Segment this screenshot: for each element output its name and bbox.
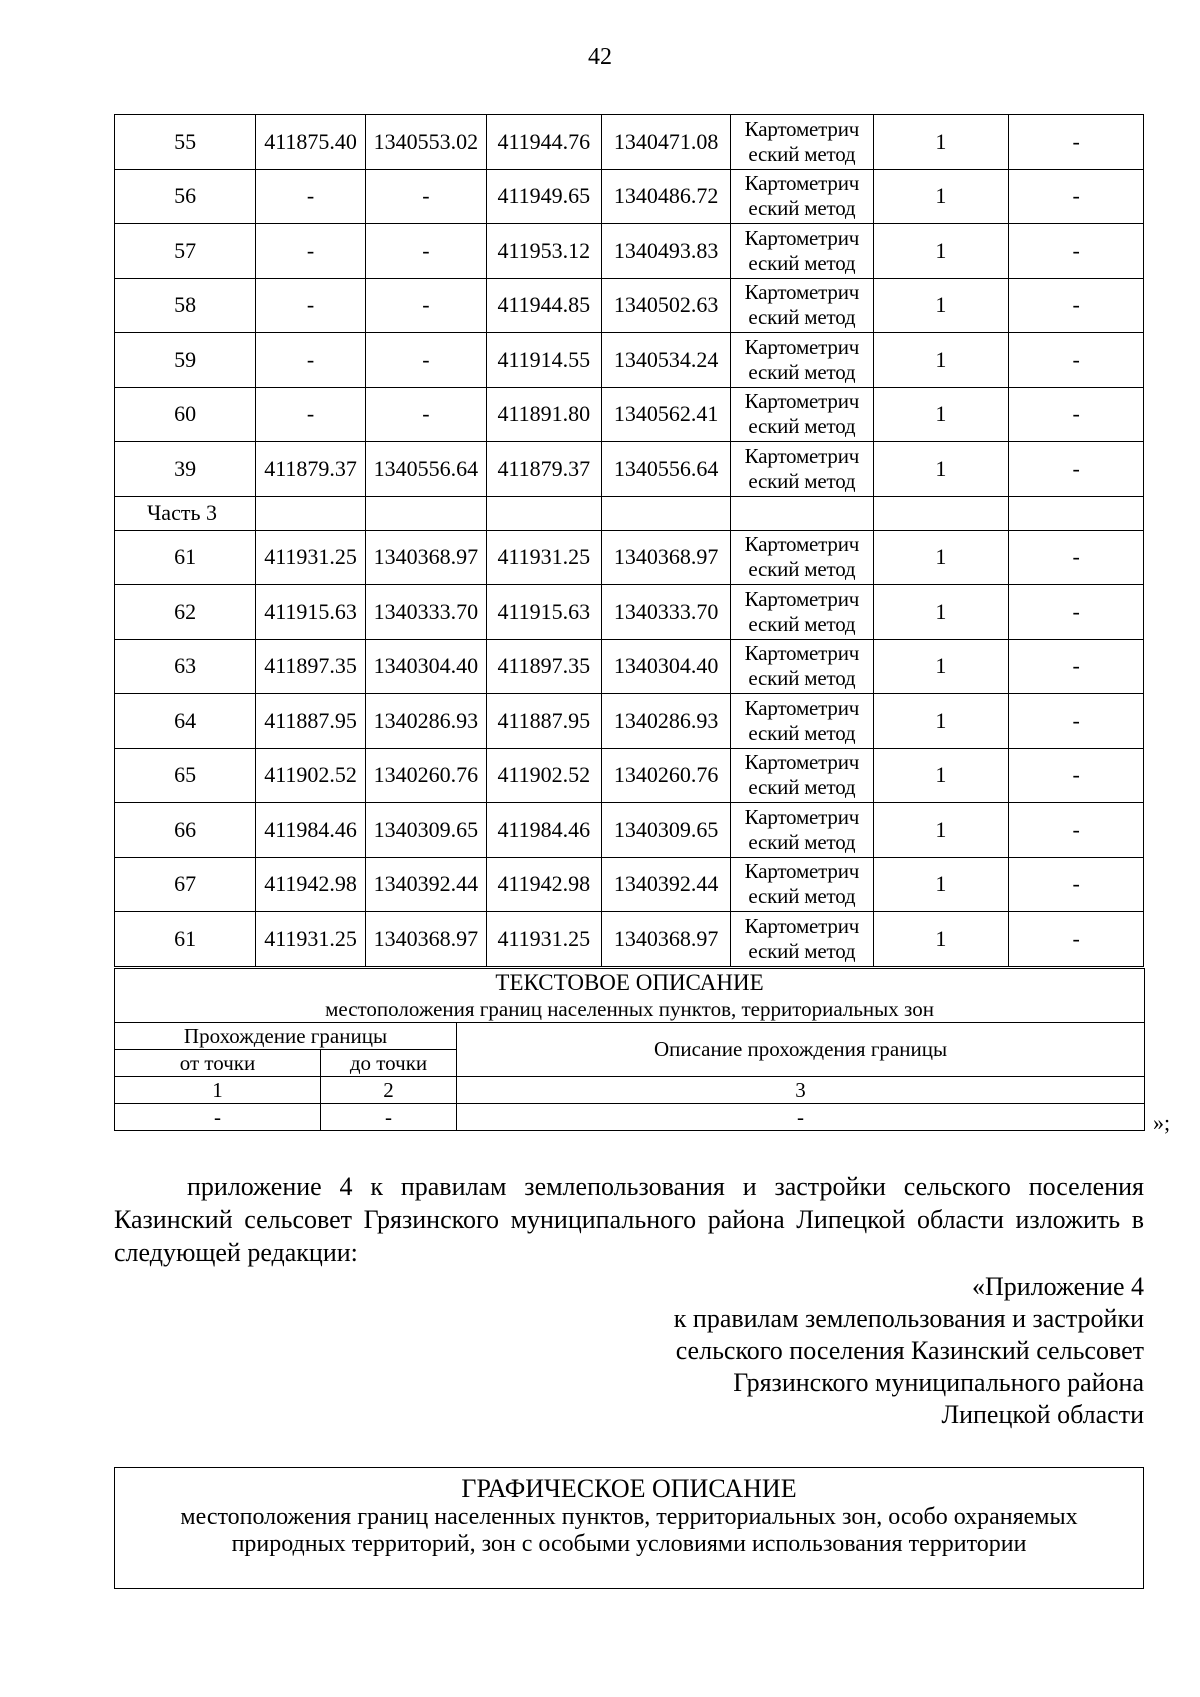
table-cell: 61 [115, 530, 256, 585]
table-cell: - [256, 224, 366, 279]
appendix-line: сельского поселения Казинский сельсовет [675, 1336, 1144, 1365]
table-cell: 411931.25 [486, 912, 601, 967]
page-number: 42 [588, 44, 612, 70]
table-cell: 411914.55 [486, 333, 601, 388]
graphic-description-subtitle: местоположения границ населенных пунктов, территориальных зон, особо охраняемых природных территорий, зон с особыми условиями использования территории [180, 1504, 1078, 1557]
table-cell: 411949.65 [486, 169, 601, 224]
table-cell: - [1009, 585, 1144, 640]
table-cell: 1340556.64 [366, 442, 487, 497]
text-description-table [114, 968, 1145, 1131]
part-row [115, 496, 1144, 530]
closing-quote: »; [1153, 1110, 1171, 1135]
table-cell: 1340260.76 [366, 748, 487, 803]
table-row [115, 224, 1144, 279]
appendix-line: Липецкой области [941, 1400, 1144, 1429]
table-cell: 1340392.44 [366, 857, 487, 912]
appendix-line: «Приложение 4 [971, 1272, 1144, 1301]
appendix-line: Грязинского муниципального района [733, 1368, 1144, 1397]
table-cell: - [366, 387, 487, 442]
method-cell: Картометрич еский метод [731, 442, 873, 497]
table-cell: - [256, 387, 366, 442]
table-cell: 1 [873, 912, 1009, 967]
table-cell [486, 496, 601, 530]
table-cell: - [1009, 169, 1144, 224]
table-row [115, 857, 1144, 912]
table-cell: 56 [115, 169, 256, 224]
table-cell: 411931.25 [486, 530, 601, 585]
table-row [115, 115, 1144, 170]
table-cell: 411887.95 [486, 694, 601, 749]
table-cell [873, 496, 1009, 530]
table-cell: 1 [873, 224, 1009, 279]
table-cell: - [366, 169, 487, 224]
table-cell: 1 [873, 803, 1009, 858]
from-point-header: от точки [115, 1050, 321, 1077]
table-cell: 1340553.02 [366, 115, 487, 170]
table-cell: - [1009, 387, 1144, 442]
table-cell [256, 496, 366, 530]
table-cell: 411879.37 [486, 442, 601, 497]
table-cell: 61 [115, 912, 256, 967]
table-cell: - [1009, 442, 1144, 497]
table-row [115, 694, 1144, 749]
appendix-header [500, 1271, 1144, 1431]
table-cell: 411887.95 [256, 694, 366, 749]
table-cell: 1340304.40 [601, 639, 730, 694]
table-cell: 411915.63 [486, 585, 601, 640]
method-cell: Картометрич еский метод [731, 278, 873, 333]
appendix-line: к правилам землепользования и застройки [673, 1304, 1144, 1333]
table-cell: 411931.25 [256, 530, 366, 585]
table-cell: 65 [115, 748, 256, 803]
method-cell: Картометрич еский метод [731, 169, 873, 224]
table-cell: 1340502.63 [601, 278, 730, 333]
table-cell: 57 [115, 224, 256, 279]
table-cell: 1340368.97 [366, 912, 487, 967]
table-cell: 411897.35 [256, 639, 366, 694]
table-cell: 1340534.24 [601, 333, 730, 388]
table-cell: - [366, 333, 487, 388]
table-cell: - [1009, 530, 1144, 585]
method-cell: Картометрич еский метод [731, 912, 873, 967]
table-cell: 1340368.97 [366, 530, 487, 585]
table-cell: 1340392.44 [601, 857, 730, 912]
table-cell: 1340368.97 [601, 530, 730, 585]
table-cell: 411902.52 [486, 748, 601, 803]
table-cell: - [366, 224, 487, 279]
passage-header: Прохождение границы [115, 1023, 457, 1050]
table-cell: 64 [115, 694, 256, 749]
text-description-title: ТЕКСТОВОЕ ОПИСАНИЕ [495, 969, 764, 995]
value-cell: - [321, 1104, 457, 1131]
table-cell: 411879.37 [256, 442, 366, 497]
value-cell: - [457, 1104, 1145, 1131]
table-cell: 1 [873, 442, 1009, 497]
table-cell: 1340556.64 [601, 442, 730, 497]
table-cell: 1 [873, 387, 1009, 442]
method-cell: Картометрич еский метод [731, 857, 873, 912]
table-cell: 1340309.65 [366, 803, 487, 858]
table-cell: - [1009, 333, 1144, 388]
table-row [115, 169, 1144, 224]
table-cell: 411944.76 [486, 115, 601, 170]
table-cell: 1 [873, 694, 1009, 749]
table-cell: 411902.52 [256, 748, 366, 803]
text-description-title-cell [115, 969, 1145, 1023]
table-cell: - [1009, 278, 1144, 333]
method-cell: Картометрич еский метод [731, 639, 873, 694]
table-cell: 1340260.76 [601, 748, 730, 803]
table-row [115, 387, 1144, 442]
table-cell: 55 [115, 115, 256, 170]
table-cell [731, 496, 873, 530]
table-cell: 411915.63 [256, 585, 366, 640]
table-cell: 59 [115, 333, 256, 388]
table-cell: 1340309.65 [601, 803, 730, 858]
table-cell: - [256, 333, 366, 388]
table-cell: 411897.35 [486, 639, 601, 694]
table-cell: 411942.98 [256, 857, 366, 912]
table-cell: 1 [873, 115, 1009, 170]
table-row [115, 585, 1144, 640]
table-cell: 1340493.83 [601, 224, 730, 279]
table-cell: 411984.46 [486, 803, 601, 858]
table-cell: - [1009, 115, 1144, 170]
table-cell: - [1009, 224, 1144, 279]
table-cell: 1340304.40 [366, 639, 487, 694]
method-cell: Картометрич еский метод [731, 333, 873, 388]
table-cell: 411944.85 [486, 278, 601, 333]
table-cell: - [1009, 639, 1144, 694]
table-cell: - [1009, 803, 1144, 858]
table-cell: 411875.40 [256, 115, 366, 170]
table-cell: 62 [115, 585, 256, 640]
table-cell: - [1009, 912, 1144, 967]
method-cell: Картометрич еский метод [731, 748, 873, 803]
table-cell: 67 [115, 857, 256, 912]
table-cell: 1340562.41 [601, 387, 730, 442]
method-cell: Картометрич еский метод [731, 115, 873, 170]
table-row [115, 912, 1144, 967]
table-cell: 1340333.70 [601, 585, 730, 640]
table-cell: 58 [115, 278, 256, 333]
table-cell [601, 496, 730, 530]
table-cell: 1340286.93 [601, 694, 730, 749]
coordinates-table [114, 114, 1144, 967]
table-cell: 411931.25 [256, 912, 366, 967]
method-cell: Картометрич еский метод [731, 694, 873, 749]
table-cell: 1 [873, 169, 1009, 224]
table-cell: - [256, 169, 366, 224]
table-cell: 411891.80 [486, 387, 601, 442]
graphic-description-title: ГРАФИЧЕСКОЕ ОПИСАНИЕ [461, 1474, 797, 1503]
table-cell: 63 [115, 639, 256, 694]
table-cell: 1 [873, 333, 1009, 388]
table-row [115, 748, 1144, 803]
col-number: 1 [115, 1077, 321, 1104]
method-cell: Картометрич еский метод [731, 585, 873, 640]
table-row [115, 278, 1144, 333]
table-cell [1009, 496, 1144, 530]
table-cell: 411942.98 [486, 857, 601, 912]
table-cell: - [1009, 857, 1144, 912]
graphic-description-box [114, 1467, 1144, 1589]
amendment-paragraph: приложение 4 к правилам землепользования и застройки сельского поселения Казинский сельсовет Грязинского муниципального района Липецкой области изложить в следующей редакции: [114, 1172, 1144, 1267]
table-cell: 60 [115, 387, 256, 442]
table-row [115, 803, 1144, 858]
table-cell: 1 [873, 748, 1009, 803]
table-cell: - [366, 278, 487, 333]
description-header: Описание прохождения границы [457, 1023, 1145, 1077]
table-cell: 1340471.08 [601, 115, 730, 170]
table-cell: - [1009, 694, 1144, 749]
table-cell: 1340486.72 [601, 169, 730, 224]
col-number: 2 [321, 1077, 457, 1104]
table-cell [366, 496, 487, 530]
method-cell: Картометрич еский метод [731, 530, 873, 585]
table-cell: 1 [873, 530, 1009, 585]
table-cell: 1 [873, 278, 1009, 333]
col-number: 3 [457, 1077, 1145, 1104]
table-cell: 411984.46 [256, 803, 366, 858]
table-cell: 1340286.93 [366, 694, 487, 749]
table-cell: 66 [115, 803, 256, 858]
method-cell: Картометрич еский метод [731, 224, 873, 279]
table-row [115, 639, 1144, 694]
table-row [115, 442, 1144, 497]
to-point-header: до точки [321, 1050, 457, 1077]
table-cell: 1340368.97 [601, 912, 730, 967]
method-cell: Картометрич еский метод [731, 803, 873, 858]
table-cell: 39 [115, 442, 256, 497]
method-cell: Картометрич еский метод [731, 387, 873, 442]
text-description-subtitle: местоположения границ населенных пунктов, территориальных зон [325, 996, 934, 1021]
table-cell: 411953.12 [486, 224, 601, 279]
table-cell: 1 [873, 585, 1009, 640]
table-row [115, 530, 1144, 585]
table-cell: - [1009, 748, 1144, 803]
table-cell: 1 [873, 857, 1009, 912]
part-label: Часть 3 [115, 496, 256, 530]
table-row [115, 333, 1144, 388]
table-cell: 1 [873, 639, 1009, 694]
table-cell: 1340333.70 [366, 585, 487, 640]
value-cell: - [115, 1104, 321, 1131]
table-cell: - [256, 278, 366, 333]
